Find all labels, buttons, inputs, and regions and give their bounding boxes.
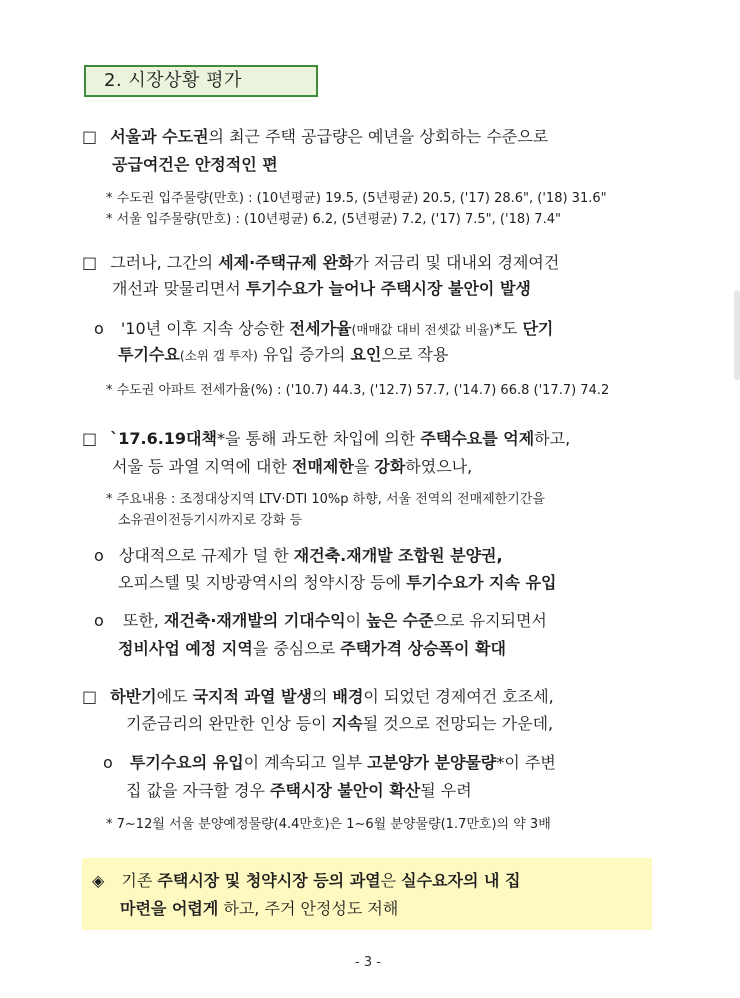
text: 또한,: [122, 611, 164, 630]
text: 의 최근 주택 공급량은 예년을 상회하는 수준으로: [208, 127, 549, 146]
text: 하고, 주거 안정성도 저해: [218, 899, 399, 918]
text: 국지적 과열 발생: [192, 687, 312, 706]
text: 투기수요가 지속 유입: [406, 573, 557, 592]
square-bullet-icon: □: [82, 687, 98, 706]
sub-bullet-line-1: [94, 545, 503, 567]
text: 주택시장 불안이 확산: [270, 781, 421, 800]
text: 투기수요의 유입: [129, 753, 244, 772]
text: '10년 이후 지속 상승한: [120, 319, 290, 338]
text: 고분양가 분양물량: [367, 753, 497, 772]
sub-bullet-line-2: [118, 344, 448, 367]
text: 오피스텔 및 지방광역시의 청약시장 등에: [118, 573, 407, 592]
text: 재건축.재개발 조합원 분양권,: [293, 546, 503, 565]
note: 소유권이전등기시까지로 강화 등: [118, 513, 303, 528]
circle-bullet-icon: o: [94, 611, 104, 630]
text: 주택수요를 억제: [420, 429, 535, 448]
section-title: 2. 시장상황 평가: [84, 65, 318, 97]
note: * 7∼12월 서울 분양예정물량(4.4만호)은 1∼6월 분양물량(1.7만호)의 약 3배: [106, 817, 551, 832]
text: 하였으나,: [405, 457, 473, 476]
text: 전매제한: [292, 457, 354, 476]
text: 하반기: [110, 687, 157, 706]
bullet-3-line-2: [112, 456, 472, 478]
bullet-2-line-1: [82, 252, 559, 274]
text: 집 값을 자극할 경우: [126, 781, 270, 800]
text: 하고,: [534, 429, 571, 448]
conclusion-line-1: [92, 870, 521, 892]
text: 그러나, 그간의: [110, 253, 219, 272]
text: 투기수요가 늘어나 주택시장 불안이 발생: [245, 279, 531, 298]
text: 가 저금리 및 대내외 경제여건: [353, 253, 560, 272]
text: 배경: [332, 687, 364, 706]
text: 을: [353, 457, 375, 476]
text: 상대적으로 규제가 덜 한: [118, 546, 294, 565]
text: *이 주변: [496, 753, 556, 772]
text: 개선과 맞물리면서: [112, 279, 246, 298]
note: * 수도권 아파트 전세가율(%) : ('10.7) 44.3, ('12.7) 57.7, ('14.7) 66.8 ('17.7) 74.2: [106, 383, 610, 398]
bullet-4-line-1: [82, 686, 554, 708]
text: 서울 등 과열 지역에 대한: [112, 457, 292, 476]
text: 될 것으로 전망되는 가운데,: [362, 714, 554, 733]
circle-bullet-icon: o: [94, 546, 104, 565]
sub-bullet-line-2: [118, 638, 506, 660]
text: 실수요자의 내 집: [401, 871, 521, 890]
diamond-bullet-icon: ◈: [92, 871, 105, 890]
text: 유입 증가의: [257, 345, 351, 364]
text: 공급여건은 안정적인 편: [112, 155, 278, 174]
sub-bullet-line-2: [126, 780, 472, 802]
sub-bullet-line-1: [103, 752, 556, 774]
text: 주택가격 상승폭이 확대: [340, 639, 506, 658]
text: 의: [311, 687, 333, 706]
text: 투기수요: [118, 345, 180, 364]
text: 서울과 수도권: [110, 127, 209, 146]
conclusion-box: [82, 858, 652, 930]
text: 주택시장 및 청약시장 등의 과열: [157, 871, 381, 890]
text: (소위 갭 투자): [179, 348, 258, 363]
sub-bullet-line-1: [94, 610, 547, 632]
note: * 주요내용 : 조정대상지역 LTV·DTI 10%p 하향, 서울 전역의 전매제한기간을: [106, 492, 545, 507]
text: 기존: [121, 871, 158, 890]
text: 마련을 어렵게: [120, 899, 219, 918]
square-bullet-icon: □: [82, 429, 98, 448]
text: 요인: [350, 345, 382, 364]
scrollbar[interactable]: [734, 290, 740, 380]
text: 높은 수준: [366, 611, 434, 630]
text: 기준금리의 완만한 인상 등이: [126, 714, 332, 733]
note: * 수도권 입주물량(만호) : (10년평균) 19.5, (5년평균) 20.5, ('17) 28.6", ('18) 31.6": [106, 191, 607, 206]
text: 될 우려: [420, 781, 472, 800]
text: 단기: [522, 319, 554, 338]
text: 정비사업 예정 지역: [118, 639, 253, 658]
note: * 서울 입주물량(만호) : (10년평균) 6.2, (5년평균) 7.2, ('17) 7.5", ('18) 7.4": [106, 212, 561, 227]
square-bullet-icon: □: [82, 253, 98, 272]
text: 으로 유지되면서: [433, 611, 547, 630]
text: (매매값 대비 전셋값 비율): [351, 322, 494, 337]
text: 이 되었던 경제여건 호조세,: [363, 687, 554, 706]
text: *을 통해 과도한 차입에 의한: [216, 429, 421, 448]
text: 강화: [374, 457, 406, 476]
text: 은: [380, 871, 402, 890]
circle-bullet-icon: o: [103, 753, 113, 772]
text: 지속: [331, 714, 363, 733]
text: 재건축·재개발의 기대수익: [163, 611, 346, 630]
page-number: - 3 -: [355, 955, 381, 970]
square-bullet-icon: □: [82, 127, 98, 146]
text: 이 계속되고 일부: [243, 753, 368, 772]
text: *도: [493, 319, 523, 338]
bullet-1-line-2: [112, 154, 278, 176]
bullet-1-line-1: [82, 126, 548, 148]
sub-bullet-line-2: [118, 572, 556, 594]
conclusion-line-2: [120, 898, 398, 920]
bullet-4-line-2: [126, 713, 553, 735]
text: 이: [345, 611, 367, 630]
text: 을 중심으로: [252, 639, 341, 658]
text: 전세가율: [289, 319, 352, 338]
circle-bullet-icon: o: [94, 319, 104, 338]
text: `17.6.19대책: [110, 429, 217, 448]
text: 으로 작용: [381, 345, 449, 364]
bullet-3-line-1: [82, 428, 570, 450]
text: 에도: [156, 687, 193, 706]
text: 세제·주택규제 완화: [218, 253, 354, 272]
sub-bullet-line-1: [94, 318, 553, 341]
bullet-2-line-2: [112, 278, 531, 300]
